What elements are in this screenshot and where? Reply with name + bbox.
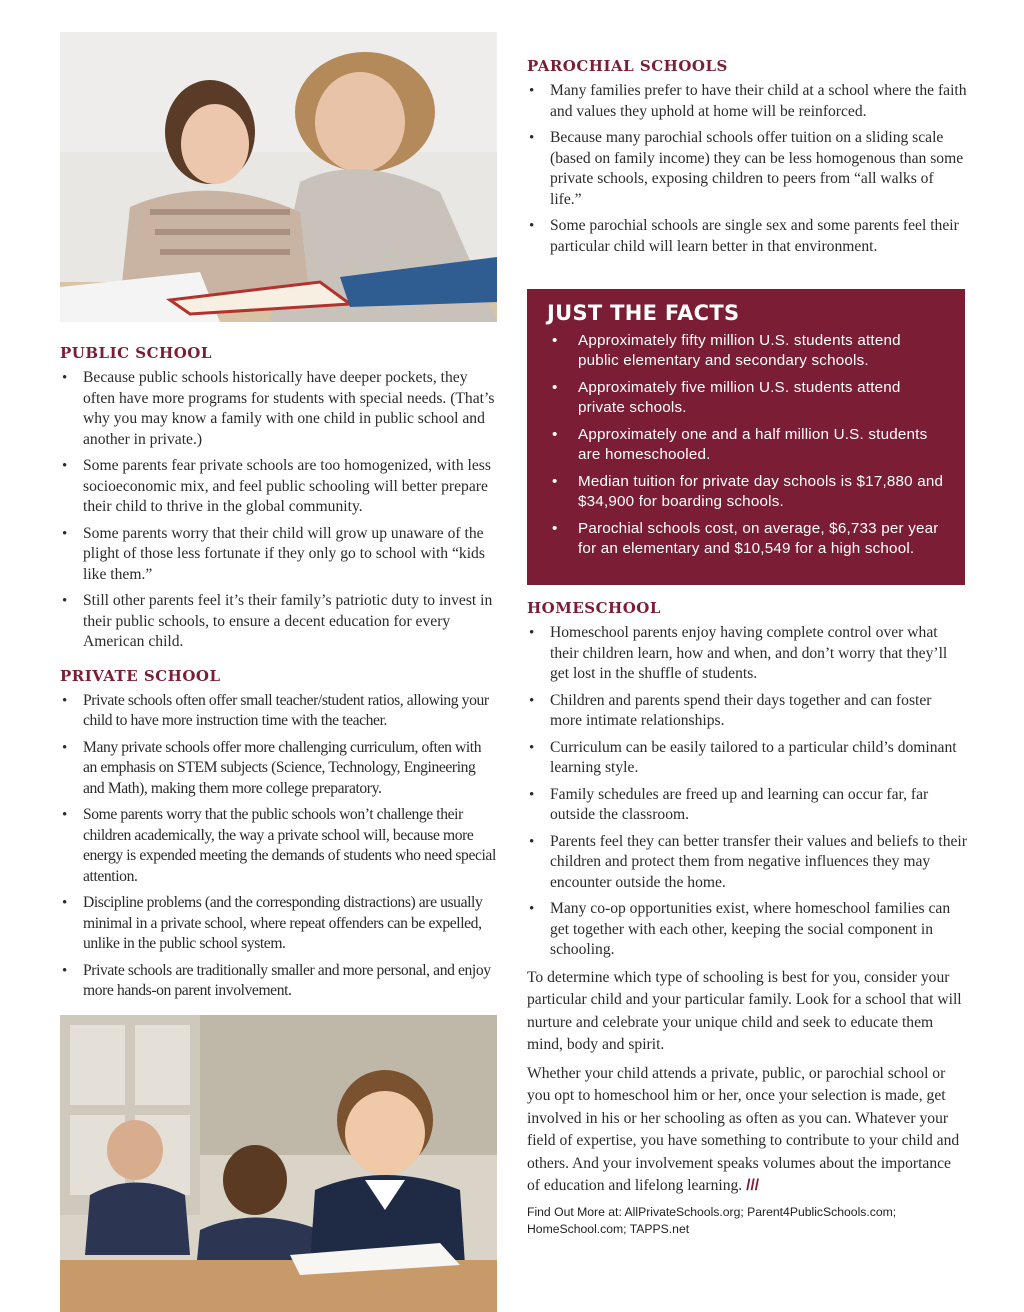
- list-item: • Some parents fear private schools are too homogenized, with less socioeconomic mix, and feel public schooling will better prepare their child to thrive in the global community.: [60, 456, 498, 518]
- list-item: • Because public schools historically have deeper pockets, they often have more programs for students with special needs. (That’s why you may know a family with one child in public school and another in private.): [60, 368, 498, 450]
- parochial-schools-heading: PAROCHIAL SCHOOLS: [527, 57, 728, 75]
- closing-paragraph-2-text: Whether your child attends a private, public, or parochial school or you opt to homeschool him or her, once your selection is made, get involved in his or her schooling as often as you can. Whatever your field of expertise, you have something to contribute to your child and others. And your involvement speaks volumes about the importance of education and lifelong learning.: [527, 1064, 960, 1194]
- public-school-heading: PUBLIC SCHOOL: [60, 344, 212, 362]
- list-item: • Parents feel they can better transfer their values and beliefs to their children and protect them from negative influences they may encounter outside the home.: [527, 832, 967, 894]
- list-item: • Parochial schools cost, on average, $6,733 per year for an elementary and $10,549 for a high school.: [547, 519, 945, 559]
- end-mark: ///: [746, 1177, 760, 1194]
- homeschool-section: [527, 599, 967, 1238]
- list-item: • Many private schools offer more challenging curriculum, often with an emphasis on STEM subjects (Science, Technology, Engineering and Math), making them more college preparatory.: [60, 738, 498, 800]
- public-school-list: [60, 368, 498, 653]
- list-item: • Private schools are traditionally smaller and more personal, and enjoy more hands-on parent involvement.: [60, 961, 498, 1002]
- list-item: • Some parents worry that the public schools won’t challenge their children academically, the way a private school will, because more energy is expended meeting the demands of students who need special attention.: [60, 805, 498, 887]
- list-item: • Some parents worry that their child will grow up unaware of the plight of those less fortunate if they only go to school with “kids like them.”: [60, 524, 498, 586]
- list-item: • Approximately fifty million U.S. students attend public elementary and secondary schools.: [547, 331, 945, 371]
- list-item: • Family schedules are freed up and learning can occur far, far outside the classroom.: [527, 785, 967, 826]
- list-item: • Approximately five million U.S. students attend private schools.: [547, 378, 945, 418]
- left-column: [60, 344, 498, 1008]
- private-school-section: [60, 667, 498, 1002]
- list-item: • Curriculum can be easily tailored to a particular child’s dominant learning style.: [527, 738, 967, 779]
- list-item: • Discipline problems (and the corresponding distractions) are usually minimal in a private school, where repeat offenders can be expelled, unlike in the public school system.: [60, 893, 498, 955]
- list-item: • Some parochial schools are single sex and some parents feel their particular child will learn better in that environment.: [527, 216, 967, 257]
- just-the-facts-box: [527, 289, 965, 585]
- list-item: • Private schools often offer small teacher/student ratios, allowing your child to have more instruction time with the teacher.: [60, 691, 498, 732]
- footer-resources: Find Out More at: AllPrivateSchools.org; Parent4PublicSchools.com; HomeSchool.com; TAPPS.net: [527, 1204, 897, 1236]
- just-the-facts-heading: JUST THE FACTS: [547, 301, 740, 325]
- list-item: • Because many parochial schools offer tuition on a sliding scale (based on family income) they can be less homogenous than some private schools, exposing children to peers from “all walks of life.”: [527, 128, 967, 210]
- list-item: • Many co-op opportunities exist, where homeschool families can get together with each other, keeping the social component in schooling.: [527, 899, 967, 961]
- closing-paragraph-1: To determine which type of schooling is best for you, consider your particular child and your particular family. Look for a school that will nurture and celebrate your unique child and seek to educate them mind, body and spirit.: [527, 968, 962, 1053]
- public-school-section: [60, 344, 498, 653]
- private-school-list: [60, 691, 498, 1002]
- closing-paragraph-2: [527, 1063, 967, 1198]
- homeschool-heading: HOMESCHOOL: [527, 599, 661, 617]
- photo-classroom-students: [60, 1015, 497, 1312]
- homeschool-list: [527, 623, 967, 961]
- list-item: • Median tuition for private day schools is $17,880 and $34,900 for boarding schools.: [547, 472, 945, 512]
- list-item: • Still other parents feel it’s their family’s patriotic duty to invest in their public schools, to ensure a decent education for every American child.: [60, 591, 498, 653]
- parochial-schools-list: [527, 81, 967, 257]
- photo-mother-daughter-reading: [60, 32, 497, 322]
- private-school-heading: PRIVATE SCHOOL: [60, 666, 221, 685]
- list-item: • Homeschool parents enjoy having complete control over what their children learn, how and when, and don’t worry that they’ll get lost in the shuffle of students.: [527, 623, 967, 685]
- just-the-facts-list: [547, 331, 945, 559]
- list-item: • Approximately one and a half million U.S. students are homeschooled.: [547, 425, 945, 465]
- list-item: • Many families prefer to have their child at a school where the faith and values they uphold at home will be reinforced.: [527, 81, 967, 122]
- list-item: • Children and parents spend their days together and can foster more intimate relationships.: [527, 691, 967, 732]
- parochial-schools-section: [527, 57, 967, 263]
